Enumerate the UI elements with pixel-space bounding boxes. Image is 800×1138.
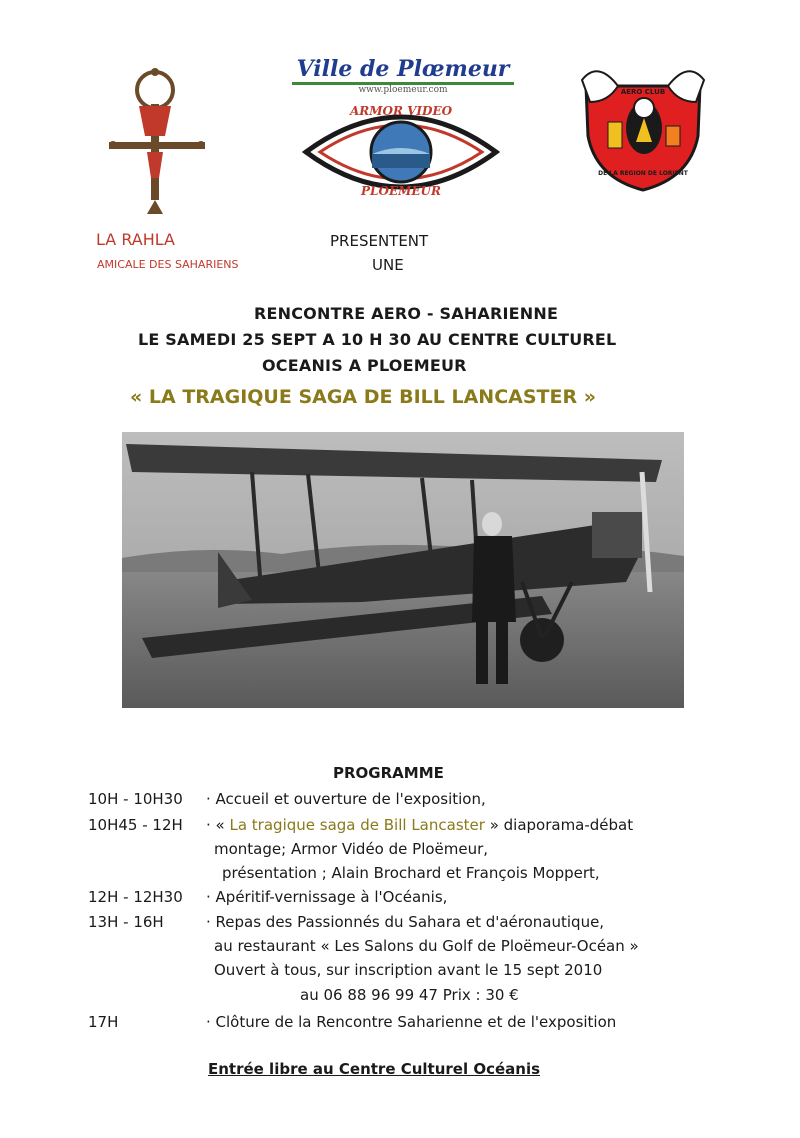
programme-time-1: 10H - 10H30	[88, 790, 183, 808]
ville-ploemeur-text: Ville de Plœmeur	[296, 56, 510, 82]
programme-text-2-pre: · «	[206, 816, 230, 834]
event-line-1: RENCONTRE AERO - SAHARIENNE	[254, 304, 559, 323]
rahla-emblem-logo	[105, 66, 210, 214]
programme-time-5: 17H	[88, 1013, 119, 1031]
entree-libre-text: Entrée libre au Centre Culturel Océanis	[208, 1060, 541, 1078]
event-line-2: LE SAMEDI 25 SEPT A 10 H 30 AU CENTRE CULTUREL	[138, 330, 617, 349]
aero-club-logo	[578, 66, 708, 192]
programme-text-2-post: » diaporama-débat	[484, 816, 634, 834]
programme-text-2	[206, 816, 633, 834]
aero-club-bottom-text: DE LA REGION DE LORIENT	[598, 170, 688, 177]
event-title: « LA TRAGIQUE SAGA DE BILL LANCASTER »	[130, 386, 597, 408]
programme-cont-5: au 06 88 96 99 47 Prix : 30 €	[300, 986, 519, 1004]
programme-text-5: · Clôture de la Rencontre Saharienne et de l'exposition	[206, 1013, 617, 1031]
aero-club-top-text: AERO CLUB	[620, 88, 666, 96]
armor-video-top-text: ARMOR VIDEO	[349, 104, 453, 118]
programme-heading: PROGRAMME	[333, 764, 444, 782]
ville-ploemeur-logo	[278, 56, 528, 95]
programme-text-2-highlight: La tragique saga de Bill Lancaster	[229, 816, 485, 834]
programme-cont-2: présentation ; Alain Brochard et François Moppert,	[222, 864, 600, 882]
programme-text-3: · Apéritif-vernissage à l'Océanis,	[206, 888, 448, 906]
programme-text-4: · Repas des Passionnés du Sahara et d'aéronautique,	[206, 913, 605, 931]
programme-cont-4: Ouvert à tous, sur inscription avant le 15 sept 2010	[214, 961, 603, 979]
amicale-name: AMICALE DES SAHARIENS	[97, 258, 239, 271]
presentent-text: PRESENTENT	[330, 232, 429, 250]
programme-text-1: · Accueil et ouverture de l'exposition,	[206, 790, 486, 808]
armor-video-bottom-text: PLOEMEUR	[361, 184, 441, 198]
armor-video-logo	[302, 96, 500, 208]
ville-ploemeur-url: www.ploemeur.com	[358, 85, 448, 95]
programme-cont-1: montage; Armor Vidéo de Ploëmeur,	[214, 840, 489, 858]
event-line-3: OCEANIS A PLOEMEUR	[262, 356, 467, 375]
programme-cont-3: au restaurant « Les Salons du Golf de Ploëmeur-Océan »	[214, 937, 639, 955]
biplane-photo	[122, 432, 684, 708]
programme-time-4: 13H - 16H	[88, 913, 164, 931]
programme-time-2: 10H45 - 12H	[88, 816, 183, 834]
rahla-name: LA RAHLA	[96, 230, 175, 249]
une-text: UNE	[372, 256, 404, 274]
programme-time-3: 12H - 12H30	[88, 888, 183, 906]
